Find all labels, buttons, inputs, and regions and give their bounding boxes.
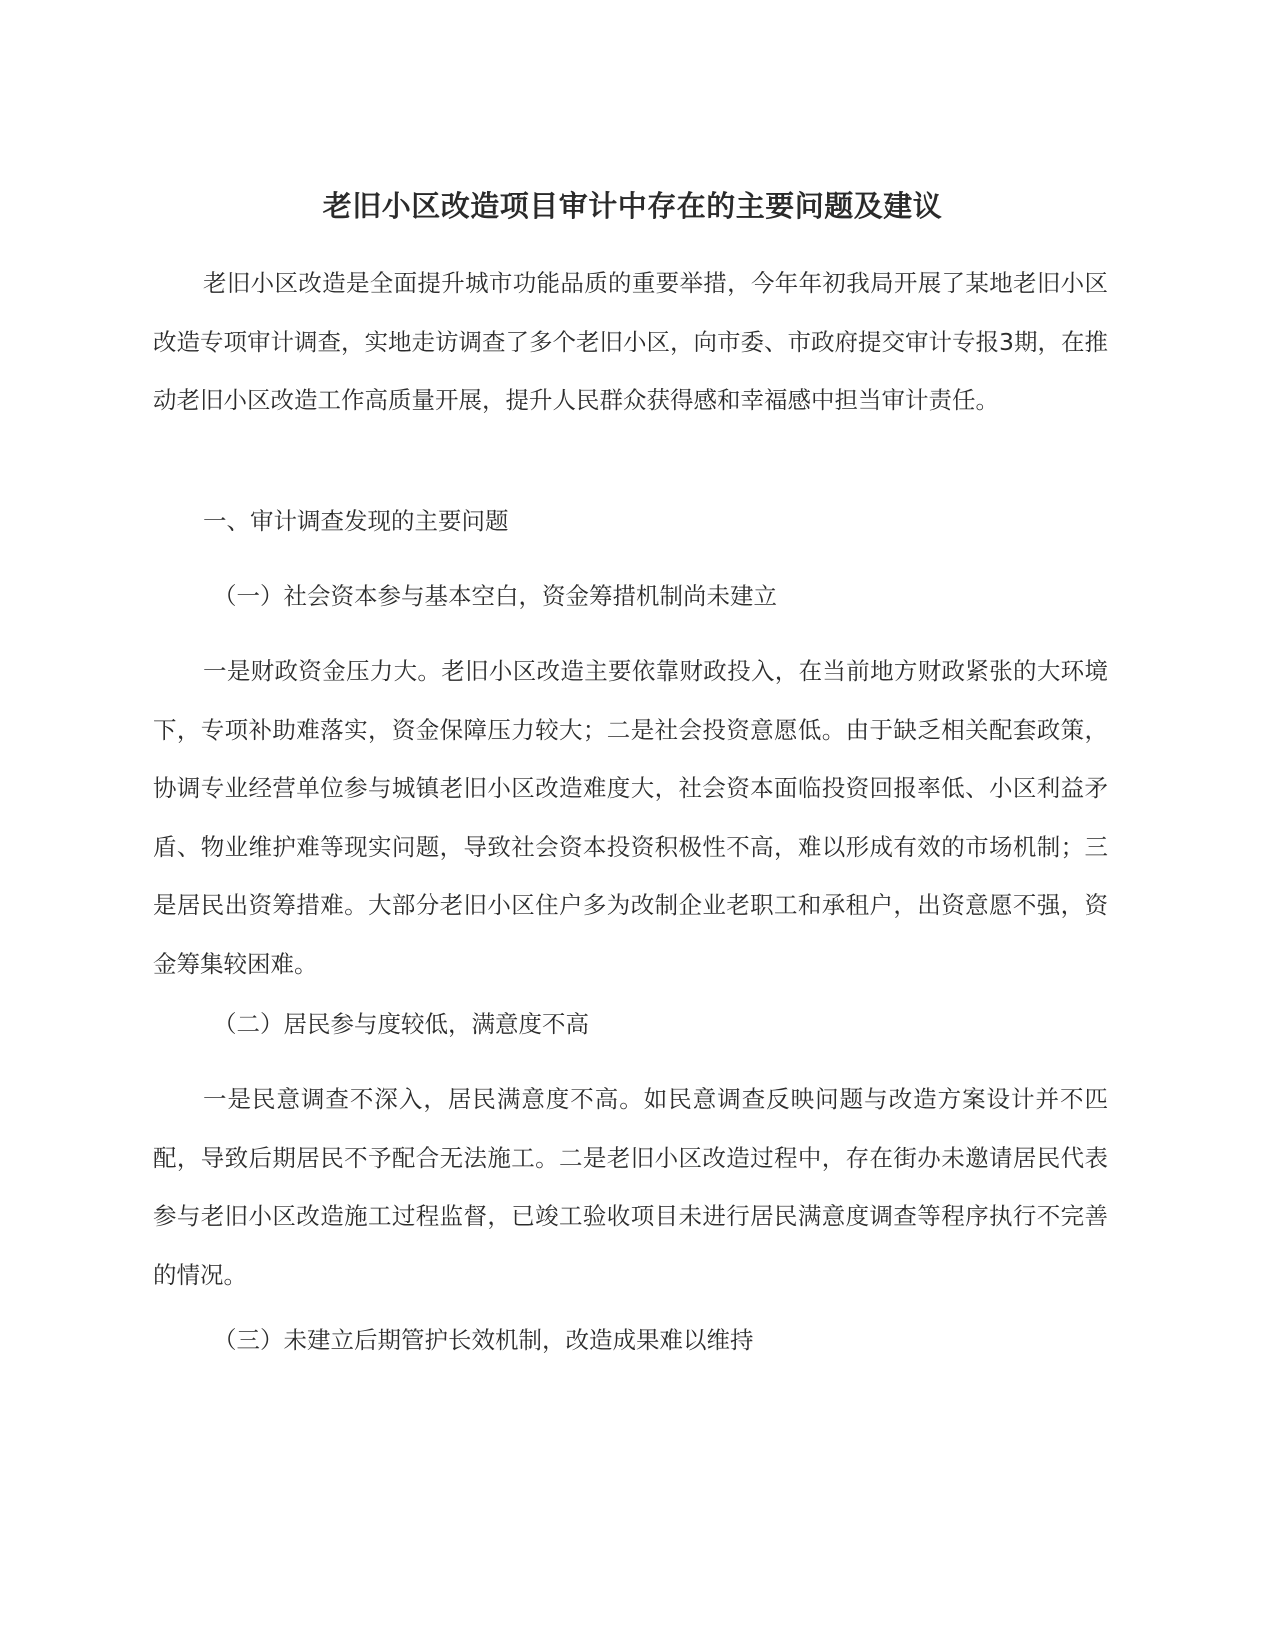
intro-paragraph: 老旧小区改造是全面提升城市功能品质的重要举措，今年年初我局开展了某地老旧小区改造专项审计调查，实地走访调查了多个老旧小区，向市委、市政府提交审计专报3期，在推动老旧小区改造工作高质量开展，提升人民群众获得感和幸福感中担当审计责任。 [153,269,1108,414]
subsection-heading-1: （一）社会资本参与基本空白，资金筹措机制尚未建立 [213,582,777,610]
subsection-1-paragraph: 一是财政资金压力大。老旧小区改造主要依靠财政投入，在当前地方财政紧张的大环境下，专项补助难落实，资金保障压力较大；二是社会投资意愿低。由于缺乏相关配套政策，协调专业经营单位参与城镇老旧小区改造难度大，社会资本面临投资回报率低、小区利益矛盾、物业维护难等现实问题，导致社会资本投资积极性不高，难以形成有效的市场机制；三是居民出资筹措难。大部分老旧小区住户多为改制企业老职工和承租户，出资意愿不强，资金筹集较困难。 [153,657,1108,978]
subsection-2-paragraph: 一是民意调查不深入，居民满意度不高。如民意调查反映问题与改造方案设计并不匹配，导致后期居民不予配合无法施工。二是老旧小区改造过程中，存在街办未邀请居民代表参与老旧小区改造施工过程监督，已竣工验收项目未进行居民满意度调查等程序执行不完善的情况。 [153,1085,1108,1289]
document-title: 老旧小区改造项目审计中存在的主要问题及建议 [322,189,943,223]
subsection-heading-2: （二）居民参与度较低，满意度不高 [213,1010,589,1038]
section-heading-1: 一、审计调查发现的主要问题 [203,507,509,535]
subsection-heading-3: （三）未建立后期管护长效机制，改造成果难以维持 [213,1326,754,1354]
